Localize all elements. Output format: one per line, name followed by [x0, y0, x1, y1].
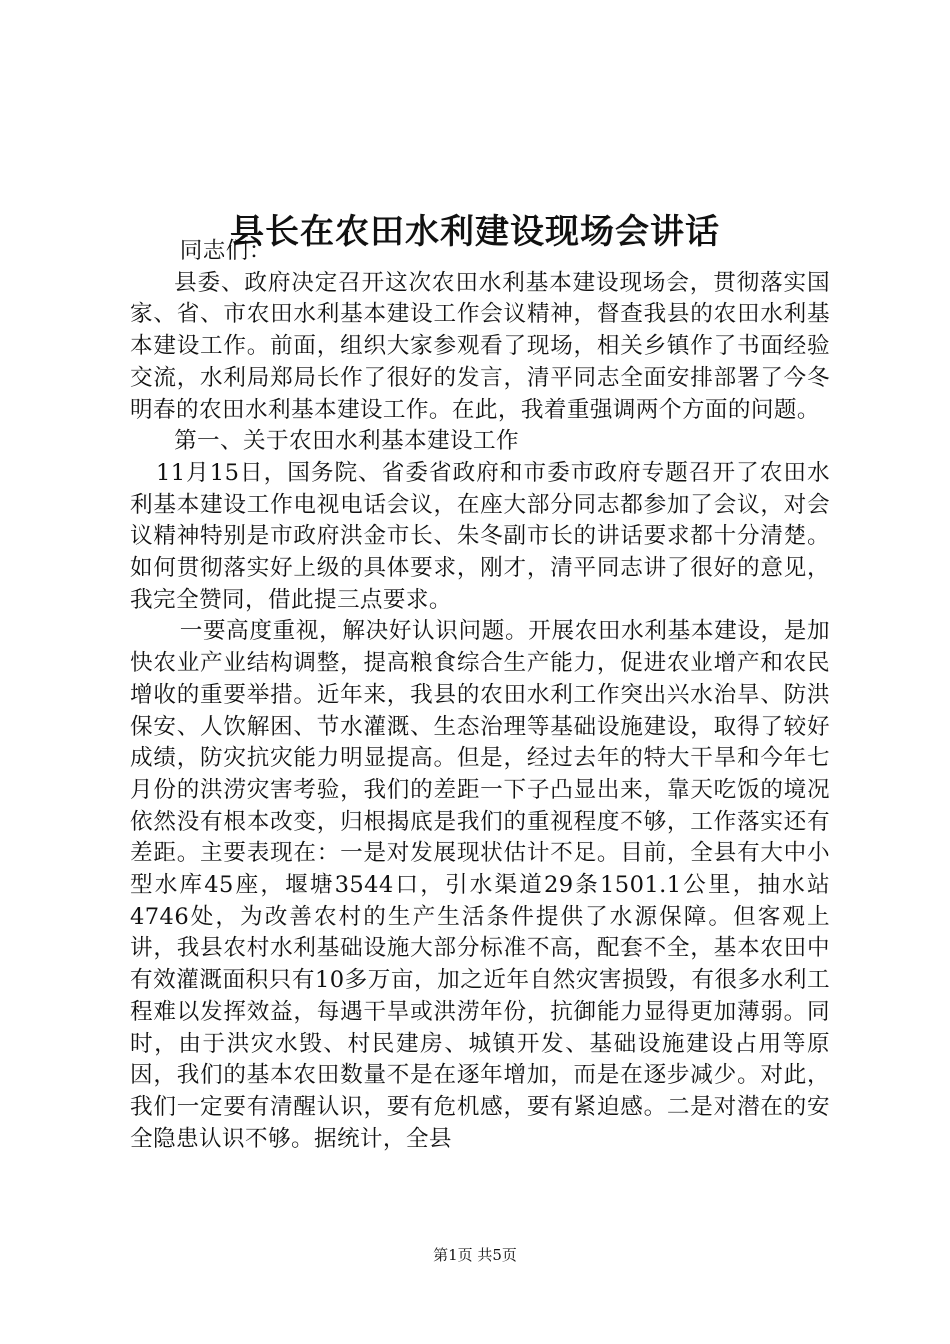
page-footer: 第1页 共5页: [433, 1246, 517, 1264]
document-title: 县长在农田水利建设现场会讲话: [230, 211, 720, 252]
meeting-paragraph: 11月15日，国务院、省委省政府和市委市政府专题召开了农田水利基本建设工作电视电话会议，在座大部分同志都参加了会议，对会议精神特别是市政府洪金市长、朱冬副市长的讲话要求都十分清楚。如何贯彻落实好上级的具体要求，刚才，清平同志讲了很好的意见，我完全赞同，借此提三点要求。: [130, 459, 830, 613]
intro-paragraph: 县委、政府决定召开这次农田水利基本建设现场会，贯彻落实国家、省、市农田水利基本建设工作会议精神，督查我县的农田水利基本建设工作。前面，组织大家参观看了现场，相关乡镇作了书面经验交流，水利局郑局长作了很好的发言，清平同志全面安排部署了今冬明春的农田水利基本建设工作。在此，我着重强调两个方面的问题。: [130, 269, 830, 423]
section-heading: 第一、关于农田水利基本建设工作: [174, 428, 519, 455]
salutation-paragraph: 同志们：: [179, 238, 272, 264]
requirement-paragraph: 一要高度重视，解决好认识问题。开展农田水利基本建设，是加快农业产业结构调整，提高粮食综合生产能力，促进农业增产和农民增收的重要举措。近年来，我县的农田水利工作突出兴水治旱、防洪保安、人饮解困、节水灌溉、生态治理等基础设施建设，取得了较好成绩，防灾抗灾能力明显提高。但是，经过去年的特大干旱和今年七月份的洪涝灾害考验，我们的差距一下子凸显出来，靠天吃饭的境况依然没有根本改变，归根揭底是我们的重视程度不够，工作落实还有差距。主要表现在：一是对发展现状估计不足。目前，全县有大中小型水库45座，堰塘3544口，引水渠道29条1501.1公里，抽水站4746处，为改善农村的生产生活条件提供了水源保障。但客观上讲，我县农村水利基础设施大部分标准不高，配套不全，基本农田中有效灌溉面积只有10多万亩，加之近年自然灾害损毁，有很多水利工程难以发挥效益，每遇干旱或洪涝年份，抗御能力显得更加薄弱。同时，由于洪灾水毁、村民建房、城镇开发、基础设施建设占用等原因，我们的基本农田数量不是在逐年增加，而是在逐步减少。对此，我们一定要有清醒认识，要有危机感，要有紧迫感。二是对潜在的安全隐患认识不够。据统计，全县: [130, 618, 830, 1152]
document-body: [130, 236, 830, 1155]
